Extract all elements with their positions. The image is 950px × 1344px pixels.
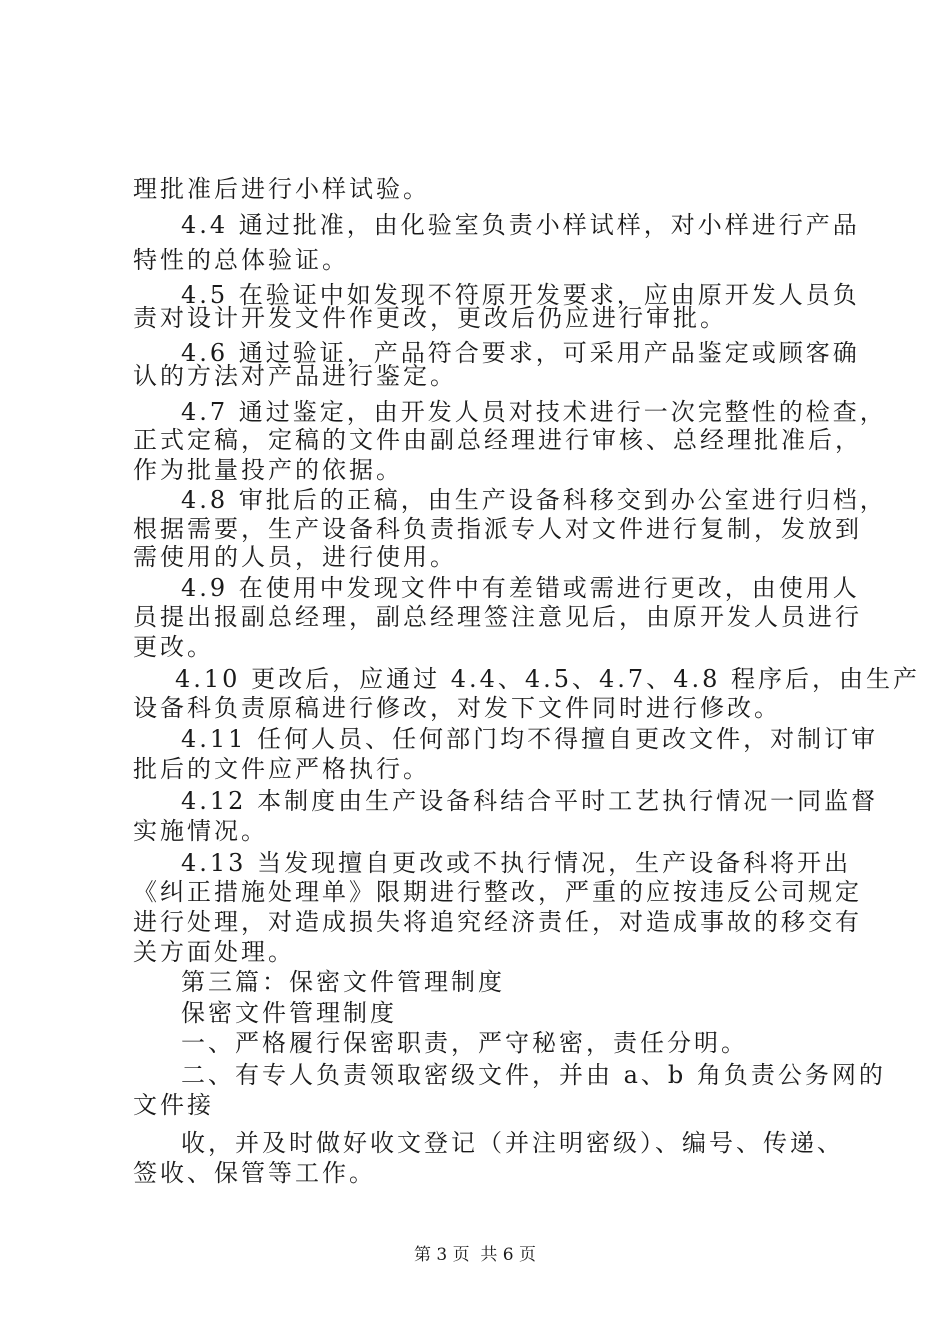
text-line: 责对设计开发文件作更改，更改后仍应进行审批。	[133, 304, 727, 332]
text-line: 实施情况。	[133, 817, 268, 845]
text-line: 进行处理，对造成损失将追究经济责任，对造成事故的移交有	[133, 908, 862, 936]
text-line: 4.10 更改后，应通过 4.4、4.5、4.7、4.8 程序后，由生产	[175, 665, 920, 693]
text-line: 签收、保管等工作。	[133, 1159, 376, 1187]
text-line: 正式定稿，定稿的文件由副总经理进行审核、总经理批准后，	[133, 426, 862, 454]
text-line: 4.12 本制度由生产设备科结合平时工艺执行情况一同监督	[181, 787, 879, 815]
document-title: 保密文件管理制度	[181, 999, 397, 1027]
text-line: 一、严格履行保密职责，严守秘密，责任分明。	[181, 1029, 748, 1057]
text-line: 员提出报副总经理，副总经理签注意见后，由原开发人员进行	[133, 603, 862, 631]
text-line: 设备科负责原稿进行修改，对发下文件同时进行修改。	[133, 694, 781, 722]
page-number: 第 3 页 共 6 页	[413, 1245, 537, 1265]
text-line: 二、有专人负责领取密级文件，并由 a、b 角负责公务网的	[181, 1061, 886, 1089]
text-line: 4.4 通过批准，由化验室负责小样试样，对小样进行产品	[181, 211, 860, 239]
text-line: 特性的总体验证。	[133, 246, 349, 274]
text-line: 认的方法对产品进行鉴定。	[133, 362, 457, 390]
text-line: 文件接	[133, 1091, 214, 1119]
text-line: 4.5 在验证中如发现不符原开发要求，应由原开发人员负	[181, 281, 860, 309]
text-line: 4.8 审批后的正稿，由生产设备科移交到办公室进行归档，	[181, 486, 887, 514]
text-line: 需使用的人员，进行使用。	[133, 543, 457, 571]
text-line: 4.7 通过鉴定，由开发人员对技术进行一次完整性的检查，	[181, 398, 887, 426]
text-line: 理批准后进行小样试验。	[133, 175, 430, 203]
text-line: 4.6 通过验证，产品符合要求，可采用产品鉴定或顾客确	[181, 339, 860, 367]
text-line: 《纠正措施处理单》限期进行整改，严重的应按违反公司规定	[133, 878, 862, 906]
text-line: 4.9 在使用中发现文件中有差错或需进行更改，由使用人	[181, 574, 860, 602]
text-line: 收，并及时做好收文登记（并注明密级）、编号、传递、	[181, 1129, 844, 1157]
text-line: 4.11 任何人员、任何部门均不得擅自更改文件，对制订审	[181, 725, 879, 753]
text-line: 作为批量投产的依据。	[133, 456, 403, 484]
text-line: 4.13 当发现擅自更改或不执行情况，生产设备科将开出	[181, 849, 852, 877]
text-line: 批后的文件应严格执行。	[133, 755, 430, 783]
section-heading: 第三篇：保密文件管理制度	[181, 968, 505, 996]
text-line: 更改。	[133, 633, 214, 661]
text-line: 关方面处理。	[133, 938, 295, 966]
text-line: 根据需要，生产设备科负责指派专人对文件进行复制，发放到	[133, 515, 862, 543]
